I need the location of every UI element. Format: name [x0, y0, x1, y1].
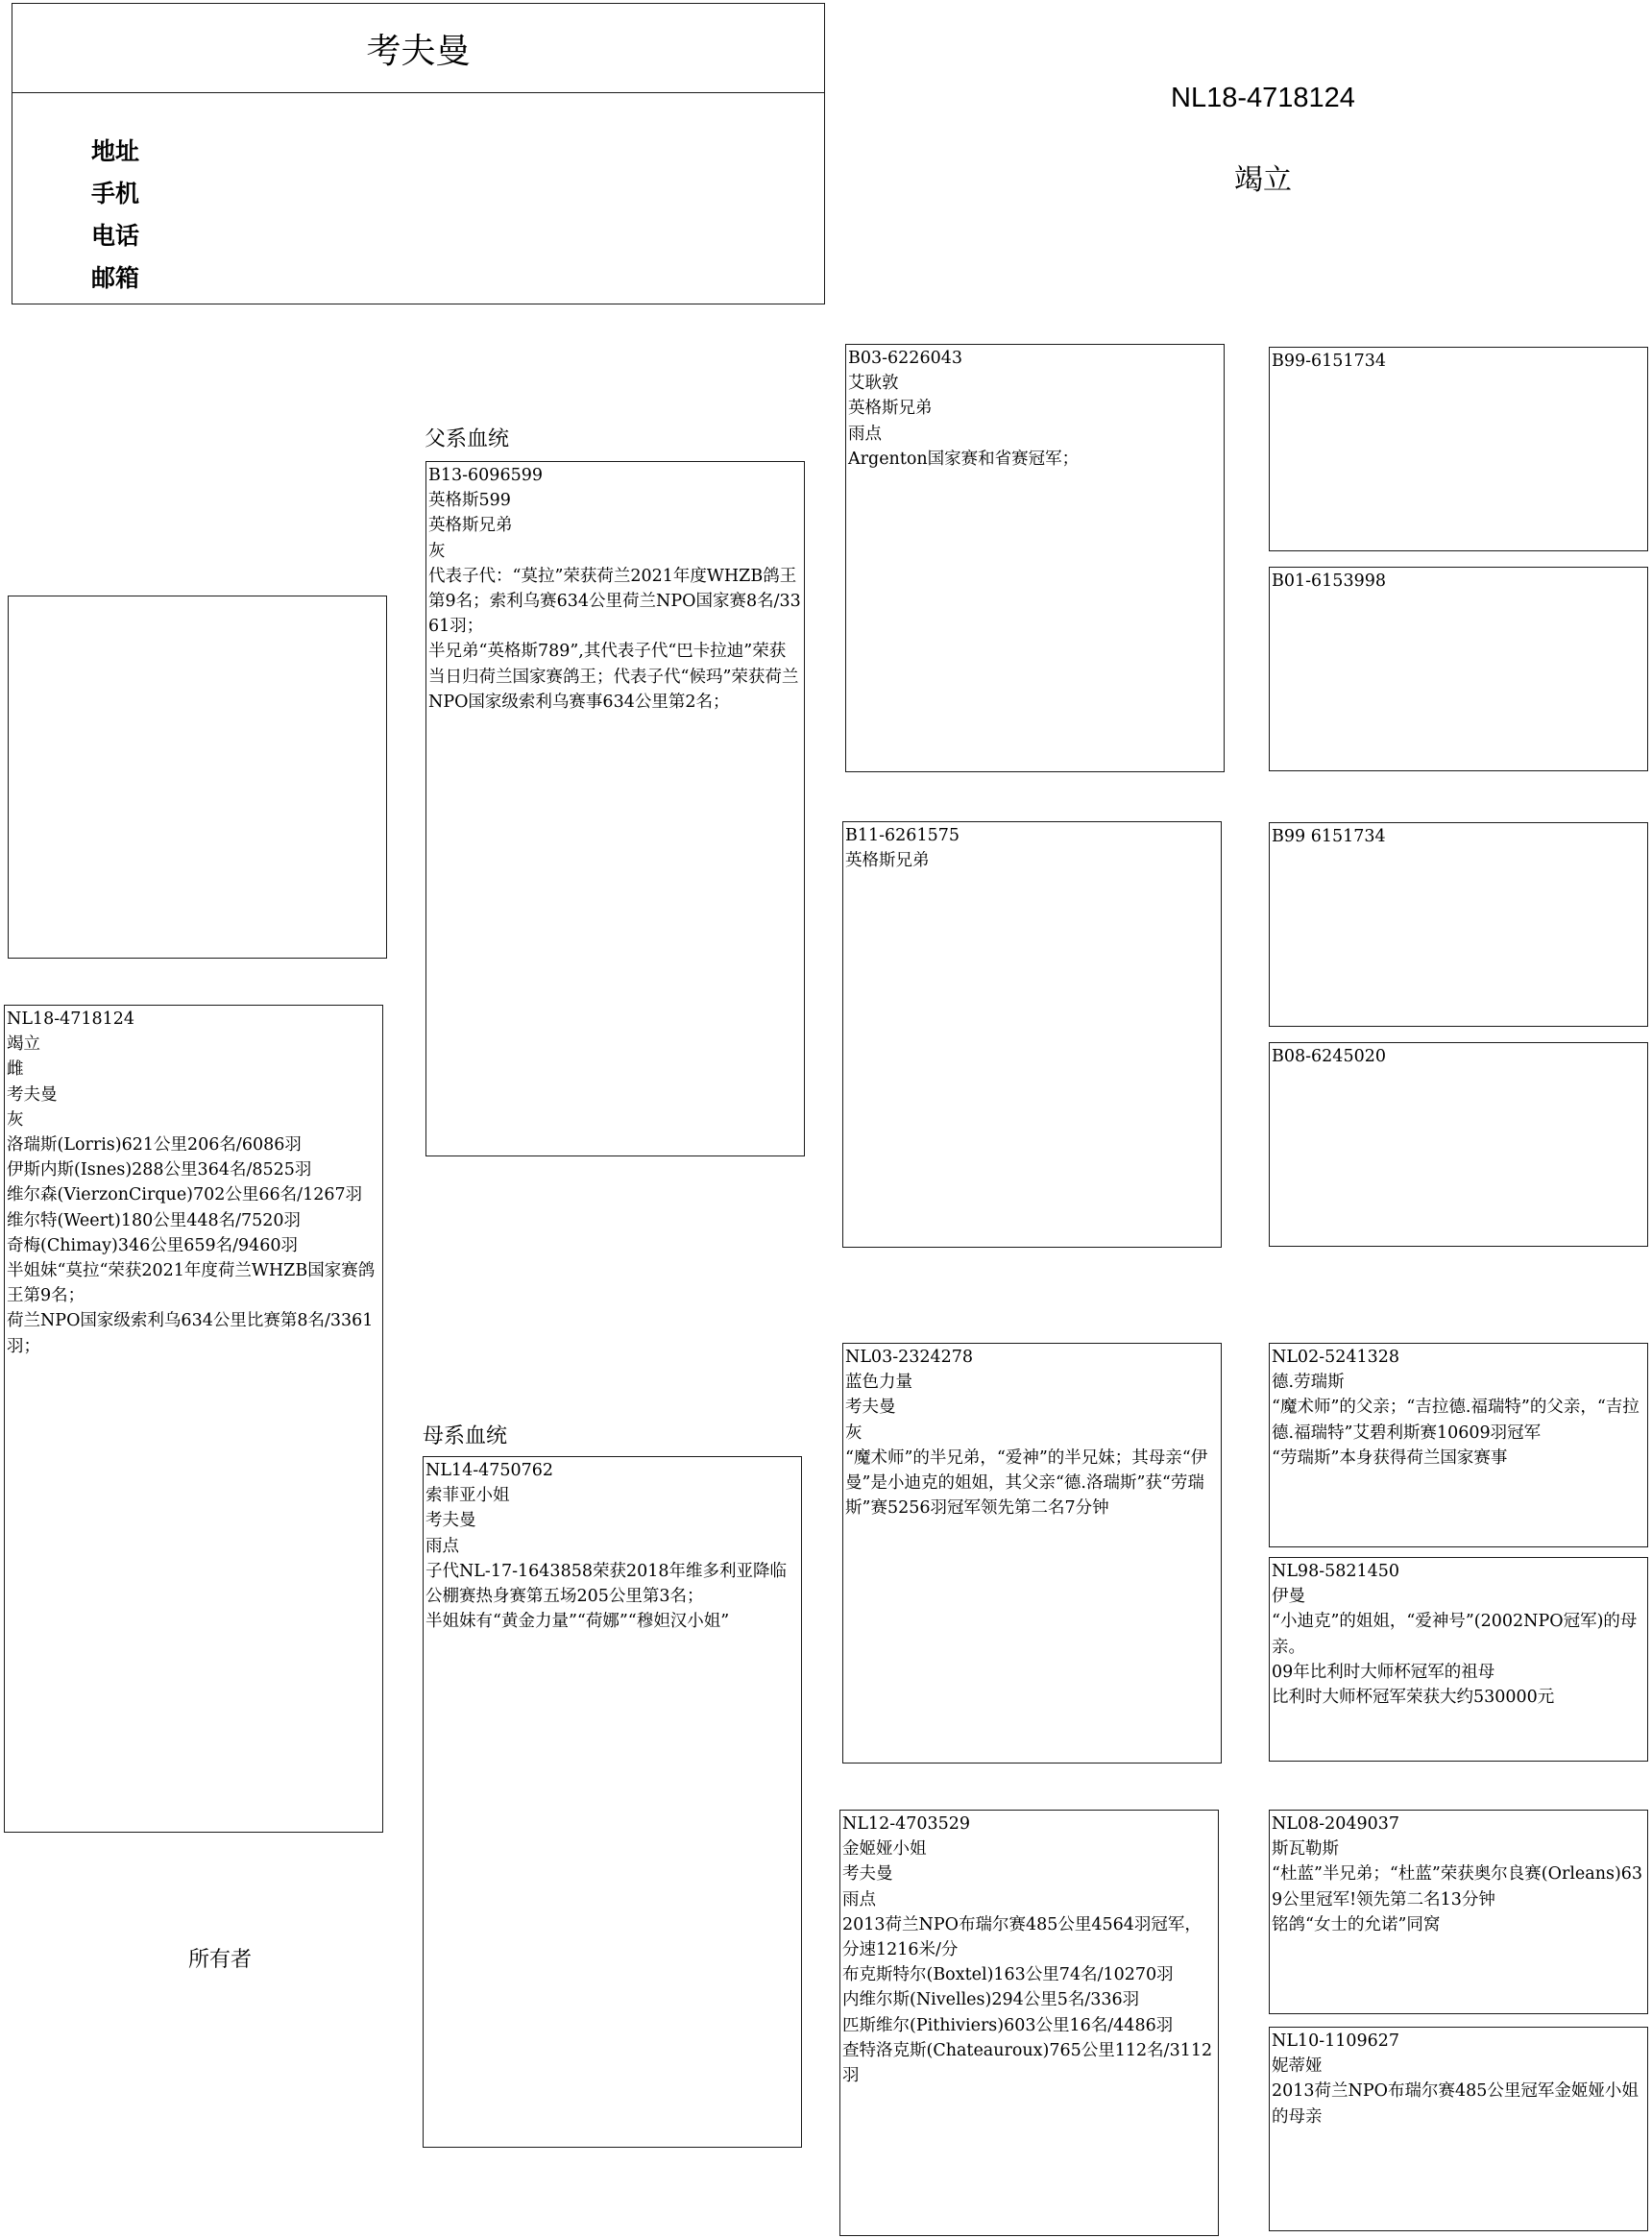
pedigree-line: 09年比利时大师杯冠军的祖母: [1272, 1662, 1495, 1682]
pedigree-line: NL98-5821450: [1272, 1562, 1400, 1581]
dam-line-label: 母系血统: [423, 1424, 508, 1448]
photo-placeholder: [8, 596, 387, 959]
owner-name: 考夫曼: [12, 4, 824, 93]
pedigree-line: “小迪克”的姐姐，“爱神号”(2002NPO冠军)的母亲。: [1272, 1612, 1638, 1657]
owner-label: 所有者: [188, 1948, 253, 1972]
dam-card: [423, 1456, 802, 2148]
pedigree-line: “杜蓝”半兄弟；“杜蓝”荣获奥尔良赛(Orleans)639公里冠军!领先第二名13分钟: [1272, 1864, 1643, 1910]
pedigree-line: 灰: [845, 1423, 862, 1443]
pedigree-line: NL12-4703529: [842, 1814, 971, 1834]
email-label: 邮箱: [91, 264, 140, 292]
pedigree-line: NL14-4750762: [425, 1461, 554, 1480]
address-label: 地址: [91, 137, 140, 165]
pedigree-line: 伊斯内斯(Isnes)288公里364名/8525羽: [7, 1160, 312, 1180]
pedigree-line: 伊曼: [1272, 1587, 1305, 1607]
dam-sire-card: [842, 1343, 1222, 1764]
pedigree-line: 金姬娅小姐: [842, 1839, 927, 1860]
dam-dam-card: [839, 1810, 1219, 2236]
pedigree-line: 半姐妹有“黄金力量”“荷娜”“穆妲汉小姐”: [425, 1612, 730, 1632]
ggp-card-4: [1269, 1042, 1648, 1247]
sire-sire-card: [845, 344, 1225, 772]
pedigree-line: 维尔森(VierzonCirque)702公里66名/1267羽: [7, 1185, 363, 1205]
sire-dam-card: [842, 821, 1222, 1248]
subject-card: [4, 1005, 383, 1833]
pedigree-line: NL03-2324278: [845, 1348, 974, 1367]
bird-name: 竭立: [1234, 163, 1292, 197]
pedigree-line: 2013荷兰NPO布瑞尔赛485公里冠军金姬娅小姐的母亲: [1272, 2081, 1639, 2127]
pedigree-line: 灰: [7, 1109, 24, 1130]
pedigree-line: NL18-4718124: [7, 1010, 135, 1029]
pedigree-line: 蓝色力量: [845, 1373, 912, 1393]
pedigree-line: 奇梅(Chimay)346公里659名/9460羽: [7, 1235, 299, 1255]
contact-fields: [91, 131, 139, 300]
pedigree-line: 内维尔斯(Nivelles)294公里5名/336羽: [842, 1990, 1140, 2010]
mobile-label: 手机: [91, 180, 140, 207]
pedigree-line: “魔术师”的半兄弟，“爱神”的半兄妹；其母亲“伊曼”是小迪克的姐姐，其父亲“德.洛瑞斯”获“劳瑞斯”赛5256羽冠军领先第二名7分钟: [845, 1447, 1208, 1519]
pedigree-line: 代表子代：“莫拉”荣获荷兰2021年度WHZB鸽王第9名；索利乌赛634公里荷兰NPO国家赛8名/3361羽；: [428, 566, 801, 637]
pedigree-line: 英格斯兄弟: [845, 851, 930, 871]
ggp-card-8: [1269, 2027, 1648, 2231]
pedigree-line: 斯瓦勒斯: [1272, 1839, 1339, 1860]
pedigree-line: 英格斯599: [428, 491, 511, 511]
pedigree-line: 考夫曼: [842, 1864, 893, 1885]
pedigree-line: 布克斯特尔(Boxtel)163公里74名/10270羽: [842, 1965, 1174, 1985]
ggp-card-3: [1269, 822, 1648, 1027]
pedigree-line: 索菲亚小姐: [425, 1486, 510, 1506]
pedigree-line: “魔术师”的父亲；“吉拉德.福瑞特”的父亲，“吉拉德.福瑞特”艾碧利斯赛10609羽冠军: [1272, 1398, 1640, 1443]
pedigree-line: Argenton国家赛和省赛冠军；: [848, 449, 1080, 469]
pedigree-line: 雌: [7, 1059, 24, 1080]
pedigree-line: NL02-5241328: [1272, 1348, 1400, 1367]
ggp-card-5: [1269, 1343, 1648, 1547]
ggp-card-1: [1269, 347, 1648, 551]
pedigree-line: 半兄弟“英格斯789”,其代表子代“巴卡拉迪”荣获当日归荷兰国家赛鸽王；代表子代“候玛”荣获荷兰NPO国家级索利乌赛事634公里第2名；: [428, 642, 799, 712]
pedigree-line: B11-6261575: [845, 826, 960, 845]
pedigree-line: 德.劳瑞斯: [1272, 1373, 1345, 1393]
pedigree-line: 英格斯兄弟: [848, 399, 933, 419]
pedigree-line: B03-6226043: [848, 349, 962, 368]
pedigree-line: 查特洛克斯(Chateauroux)765公里112名/3112羽: [842, 2040, 1213, 2086]
pedigree-line: 比利时大师杯冠军荣获大约530000元: [1272, 1688, 1555, 1708]
pedigree-line: 子代NL-17-1643858荣获2018年维多利亚降临公棚赛热身赛第五场205公里第3名；: [425, 1561, 788, 1607]
pedigree-line: 维尔特(Weert)180公里448名/7520羽: [7, 1210, 302, 1230]
pedigree-line: 英格斯兄弟: [428, 516, 513, 536]
owner-header: [12, 3, 825, 304]
pedigree-line: B01-6153998: [1272, 572, 1386, 591]
pedigree-line: B08-6245020: [1272, 1047, 1386, 1066]
pedigree-line: 雨点: [842, 1889, 876, 1910]
pedigree-line: 妮蒂娅: [1272, 2056, 1323, 2077]
sire-line-label: 父系血统: [425, 427, 510, 451]
ggp-card-2: [1269, 567, 1648, 771]
pedigree-line: 雨点: [848, 424, 882, 444]
pedigree-line: 铭鸽“女士的允诺”同窝: [1272, 1914, 1441, 1934]
pedigree-line: 2013荷兰NPO布瑞尔赛485公里4564羽冠军，分速1216米/分: [842, 1914, 1202, 1960]
ggp-card-6: [1269, 1557, 1648, 1762]
pedigree-line: 考夫曼: [7, 1084, 58, 1105]
pedigree-line: “劳瑞斯”本身获得荷兰国家赛事: [1272, 1447, 1508, 1468]
pedigree-line: 考夫曼: [425, 1511, 476, 1531]
pedigree-line: 艾耿敦: [848, 374, 899, 394]
pedigree-line: 灰: [428, 541, 446, 561]
pedigree-line: NL08-2049037: [1272, 1814, 1400, 1834]
pedigree-line: 荷兰NPO国家级索利乌634公里比赛第8名/3361羽；: [7, 1311, 374, 1356]
pedigree-line: 考夫曼: [845, 1398, 896, 1418]
ggp-card-7: [1269, 1810, 1648, 2014]
pedigree-line: 洛瑞斯(Lorris)621公里206名/6086羽: [7, 1135, 302, 1155]
bird-ring-number: NL18-4718124: [1171, 83, 1355, 113]
pedigree-line: B99 6151734: [1272, 827, 1386, 846]
pedigree-line: B99-6151734: [1272, 352, 1386, 371]
pedigree-line: 雨点: [425, 1536, 459, 1556]
pedigree-line: NL10-1109627: [1272, 2031, 1400, 2051]
phone-label: 电话: [91, 222, 140, 250]
pedigree-line: B13-6096599: [428, 466, 543, 485]
sire-card: [425, 461, 805, 1156]
pedigree-line: 半姐妹“莫拉“荣获2021年度荷兰WHZB国家赛鸽王第9名；: [7, 1261, 376, 1306]
pedigree-line: 竭立: [7, 1034, 40, 1055]
pedigree-line: 匹斯维尔(Pithiviers)603公里16名/4486羽: [842, 2015, 1174, 2035]
